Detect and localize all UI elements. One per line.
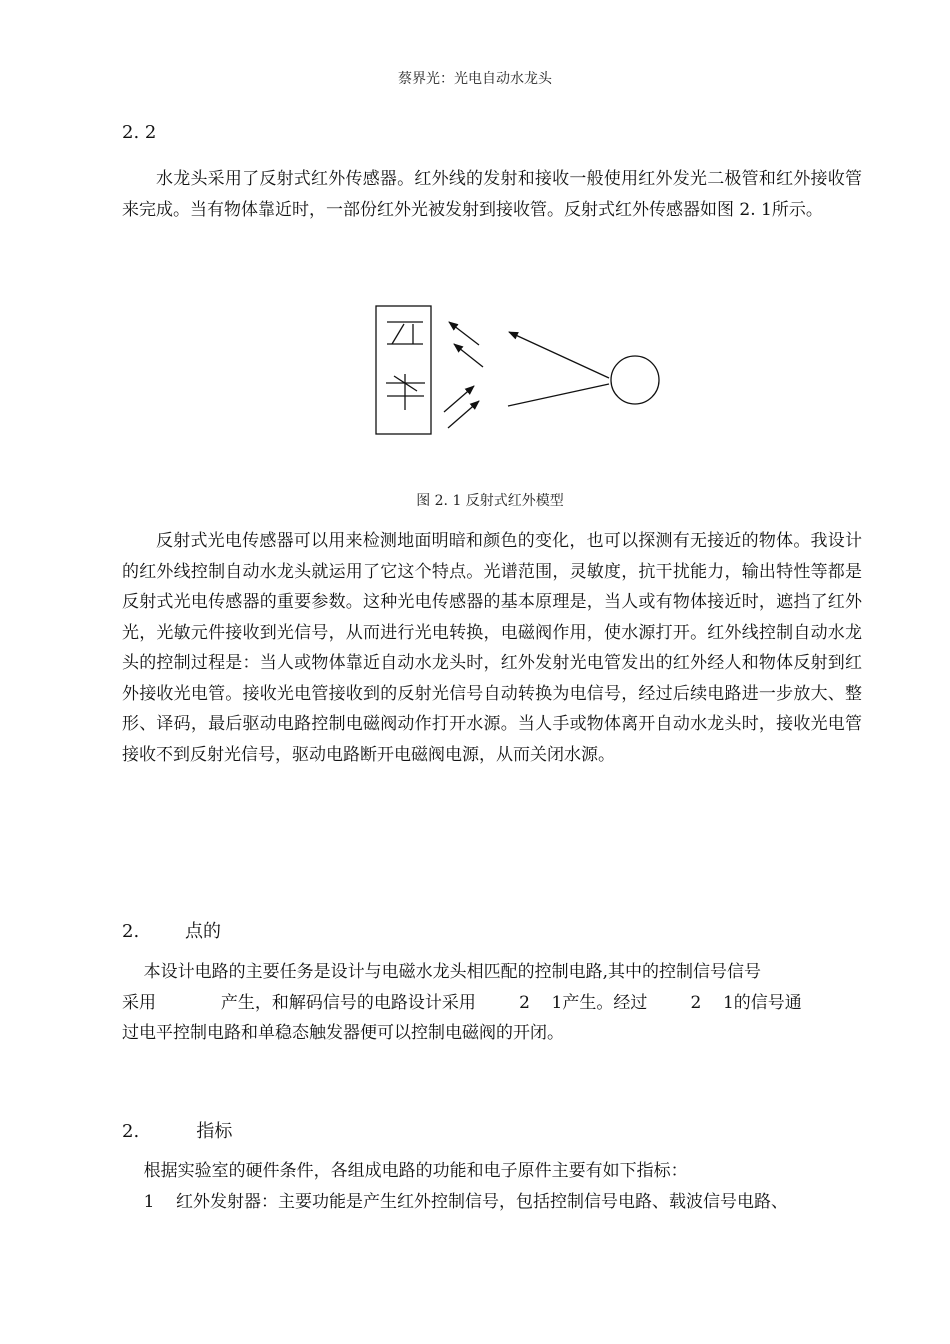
emitted-light-arrows <box>444 384 609 428</box>
running-head: 蔡界光：光电自动水龙头 <box>398 71 552 87</box>
section-heading-2-2: 2. 2 <box>122 122 157 143</box>
reflective-infrared-diagram <box>370 300 670 445</box>
section-heading-2-features: 2. 点的 <box>122 921 221 942</box>
text-line: 1 红外发射器：主要功能是产生红外控制信号，包括控制信号电路、载波信号电路、 <box>122 1191 789 1212</box>
text-line: 根据实验室的硬件条件，各组成电路的功能和电子原件主要有如下指标： <box>122 1161 688 1181</box>
text-line: 采用 产生，和解码信号的电路设计采用 2 1产生。经过 2 1的信号通 <box>122 992 802 1013</box>
text-line: 本设计电路的主要任务是设计与电磁水龙头相匹配的控制电路,其中的控制信号信号 <box>122 962 762 982</box>
paragraph-sensor-intro: 水龙头采用了反射式红外传感器。红外线的发射和接收一般使用红外发光二极管和红外接收管来完成。当有物体靠近时，一部份红外光被发射到接收管。反射式红外传感器如图 2. 1所示。 <box>122 169 862 220</box>
paragraph-design-task <box>122 957 867 1049</box>
paragraph-specs <box>122 1156 867 1217</box>
figure-caption: 图 2. 1 反射式红外模型 <box>416 493 564 509</box>
object-circle <box>611 356 659 404</box>
emitter-diode-icon <box>386 374 425 410</box>
receiver-symbol-icon <box>387 322 423 344</box>
paragraph-sensor-principle: 反射式光电传感器可以用来检测地面明暗和颜色的变化，也可以探测有无接近的物体。我设计的红外线控制自动水龙头就运用了它这个特点。光谱范围，灵敏度，抗干扰能力，输出特性等都是反射式光电传感器的重要参数。这种光电传感器的基本原理是，当人或有物体接近时，遮挡了红外光，光敏元件接收到光信号，从而进行光电转换，电磁阀作用，使水源打开。红外线控制自动水龙头的控制过程是：当人或物体靠近自动水龙头时，红外发射光电管发出的红外经人和物体反射到红外接收光电管。接收光电管接收到的反射光信号自动转换为电信号，经过后续电路进一步放大、整形、译码，最后驱动电路控制电磁阀动作打开水源。当人手或物体离开自动水龙头时，接收光电管接收不到反射光信号，驱动电路断开电磁阀电源，从而关闭水源。 <box>122 531 862 765</box>
section-heading-2-specs: 2. 指标 <box>122 1121 233 1142</box>
text-line: 过电平控制电路和单稳态触发器便可以控制电磁阀的开闭。 <box>122 1023 564 1043</box>
reflected-light-arrows <box>449 322 609 378</box>
